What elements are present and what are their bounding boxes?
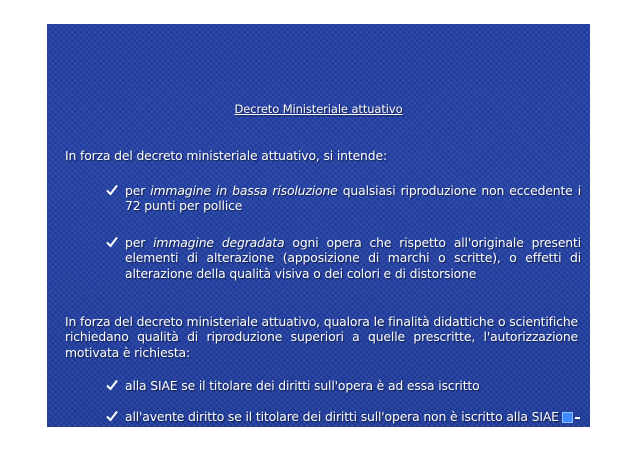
checkmark-icon [105, 235, 119, 249]
list-item-prefix: per [125, 235, 154, 250]
list-item-text: all'avente diritto se il titolare dei diritti sull'opera non è iscritto alla SIAE [125, 409, 559, 424]
checkmark-icon [105, 409, 119, 423]
list-item-text: alla SIAE se il titolare dei diritti sull'opera è ad essa iscritto [125, 378, 480, 393]
list-item [125, 235, 581, 281]
list-item-rest: qualsiasi riproduzione non eccedente i 72 punti per pollice [125, 183, 582, 214]
nav-square [562, 412, 573, 423]
authorization-paragraph: In forza del decreto ministeriale attuativo, qualora le finalità didattiche o scientifiche richiedano qualità di riproduzione superiori a quelle prescritte, l'autorizzazione motivata è richiesta: [65, 314, 578, 360]
list-item [125, 409, 581, 424]
nav-dash [575, 417, 580, 419]
checkmark-icon [105, 378, 119, 392]
list-item [125, 183, 581, 214]
list-item [125, 378, 581, 393]
list-item-text [125, 235, 581, 281]
slide [47, 24, 590, 427]
list-item-term: immagine in bassa risoluzione [150, 183, 338, 198]
list-item-text [125, 183, 581, 214]
intro-paragraph: In forza del decreto ministeriale attuativo, si intende: [65, 148, 387, 163]
checkmark-icon [105, 183, 119, 197]
list-item-prefix: per [125, 183, 151, 198]
list-item-rest: ogni opera che rispetto all'originale presenti elementi di alterazione (apposizione di marchi o scritte), o effetti di alterazione della qualità visiva o dei colori e di distorsione [125, 235, 582, 281]
slide-navigation-icon[interactable] [562, 412, 584, 422]
list-item-term: immagine degradata [153, 235, 285, 250]
slide-title: Decreto Ministeriale attuativo [234, 102, 403, 116]
